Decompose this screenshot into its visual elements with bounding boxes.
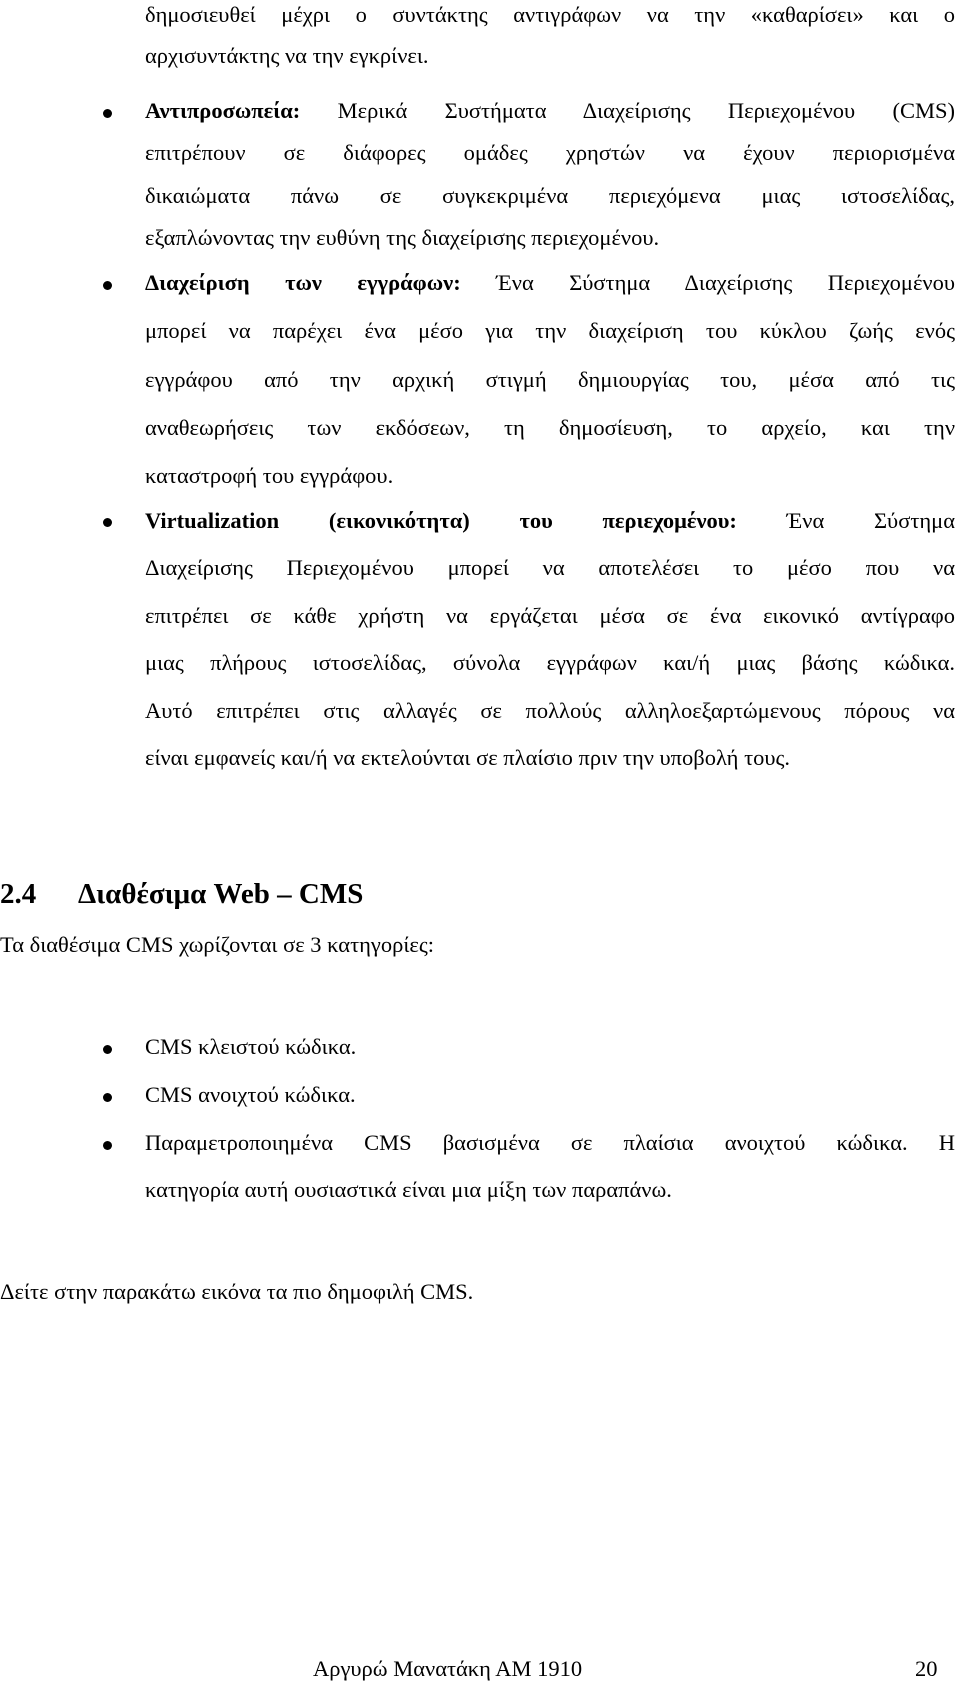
text-line: εγγράφου από την αρχική στιγμή δημιουργίας του, μέσα από τις bbox=[145, 367, 955, 392]
bullet-term: Αντιπροσωπεία: bbox=[145, 98, 301, 123]
bullet-icon bbox=[103, 281, 112, 290]
text-line: επιτρέπουν σε διάφορες ομάδες χρηστών να έχουν περιορισμένα bbox=[145, 140, 955, 165]
bullet-term: Διαχείριση των εγγράφων: bbox=[145, 270, 461, 295]
text-line: καταστροφή του εγγράφου. bbox=[145, 463, 394, 488]
category-item: CMS κλειστού κώδικα. bbox=[145, 1034, 357, 1059]
closing-sentence: Δείτε στην παρακάτω εικόνα τα πιο δημοφιλή CMS. bbox=[0, 1279, 474, 1304]
text-line: δημοσιευθεί μέχρι ο συντάκτης αντιγράφων να την «καθαρίσει» και ο bbox=[145, 2, 955, 27]
category-item: CMS ανοιχτού κώδικα. bbox=[145, 1082, 356, 1107]
text-line: κατηγορία αυτή ουσιαστικά είναι μια μίξη των παραπάνω. bbox=[145, 1177, 672, 1202]
text-line: είναι εμφανείς και/ή να εκτελούνται σε πλαίσιο πριν την υποβολή τους. bbox=[145, 745, 791, 770]
text-line: μπορεί να παρέχει ένα μέσο για την διαχείριση του κύκλου ζωής ενός bbox=[145, 318, 955, 343]
text-line: επιτρέπει σε κάθε χρήστη να εργάζεται μέσα σε ένα εικονικό αντίγραφο bbox=[145, 603, 955, 628]
text-line: δικαιώματα πάνω σε συγκεκριμένα περιεχόμενα μιας ιστοσελίδας, bbox=[145, 183, 955, 208]
footer-author: Αργυρώ Μανατάκη ΑΜ 1910 bbox=[313, 1656, 583, 1681]
bullet-icon bbox=[103, 1045, 112, 1054]
text-line: αρχισυντάκτης να την εγκρίνει. bbox=[145, 43, 429, 68]
bullet-text: Ένα Σύστημα Διαχείρισης Περιεχομένου bbox=[496, 270, 955, 295]
bullet-icon bbox=[103, 109, 112, 118]
text-line: εξαπλώνοντας την ευθύνη της διαχείρισης περιεχομένου. bbox=[145, 225, 660, 250]
bullet-term: Virtualization (εικονικότητα) του περιεχομένου: bbox=[145, 508, 737, 533]
bullet-icon bbox=[103, 518, 112, 527]
bullet-text: Μερικά Συστήματα Διαχείρισης Περιεχομένου (CMS) bbox=[337, 98, 956, 123]
section-title: Διαθέσιμα Web – CMS bbox=[78, 878, 364, 910]
bullet-text: Ένα Σύστημα bbox=[786, 508, 955, 533]
text-line bbox=[145, 272, 955, 295]
text-line: Παραμετροποιημένα CMS βασισμένα σε πλαίσια ανοιχτού κώδικα. Η bbox=[145, 1130, 955, 1155]
text-line bbox=[145, 100, 955, 123]
footer-page-number: 20 bbox=[915, 1656, 938, 1681]
bullet-icon bbox=[103, 1093, 112, 1102]
section-number: 2.4 bbox=[0, 878, 37, 910]
text-line: Αυτό επιτρέπει στις αλλαγές σε πολλούς αλληλοεξαρτώμενους πόρους να bbox=[145, 698, 955, 723]
section-intro: Τα διαθέσιμα CMS χωρίζονται σε 3 κατηγορίες: bbox=[0, 932, 434, 957]
text-line: αναθεωρήσεις των εκδόσεων, τη δημοσίευση, το αρχείο, και την bbox=[145, 415, 955, 440]
text-line: μιας πλήρους ιστοσελίδας, σύνολα εγγράφων και/ή μιας βάσης κώδικα. bbox=[145, 650, 955, 675]
section-heading bbox=[0, 878, 363, 911]
text-line bbox=[145, 510, 955, 533]
text-line: Διαχείρισης Περιεχομένου μπορεί να αποτελέσει το μέσο που να bbox=[145, 555, 955, 580]
bullet-icon bbox=[103, 1141, 112, 1150]
